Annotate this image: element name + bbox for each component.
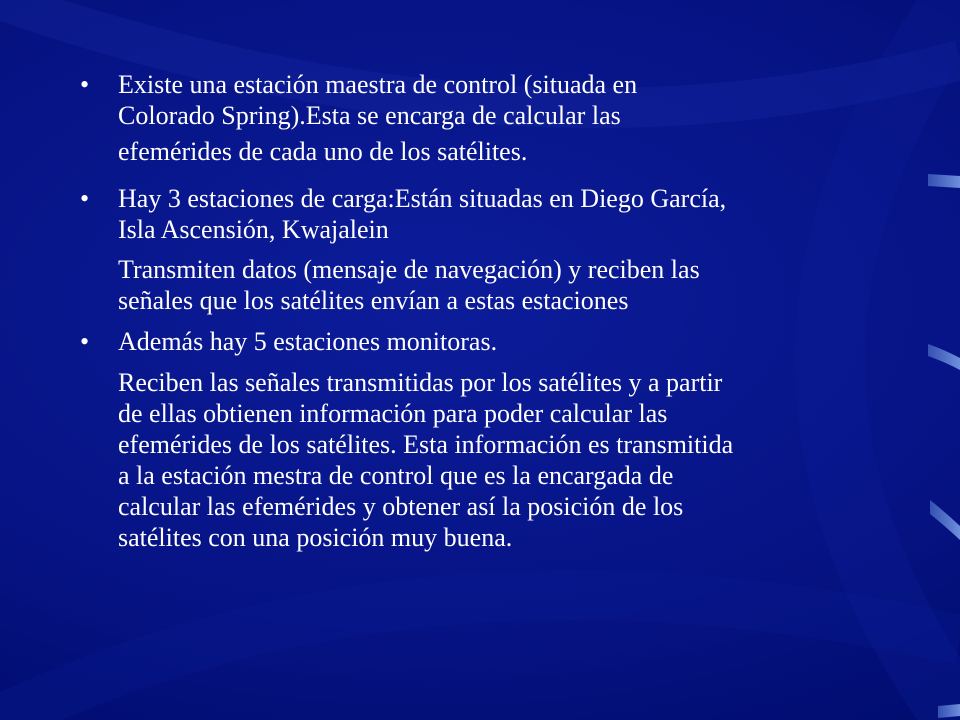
background-arc <box>0 595 960 720</box>
accent-stripe <box>928 174 960 188</box>
continuation-text-line: señales que los satélites envían a estas estaciones <box>118 286 629 315</box>
slide-body <box>80 69 910 553</box>
continuation-text-line: Transmiten datos (mensaje de navegación) y reciben las <box>118 255 700 284</box>
accent-stripe <box>928 344 960 370</box>
continuation-paragraph <box>80 136 910 167</box>
continuation-text-line: satélites con una posición muy buena. <box>118 523 513 552</box>
continuation-text-line: de ellas obtienen información para poder calcular las <box>118 399 668 428</box>
bullet-text-line: Existe una estación maestra de control (situada en <box>118 70 638 99</box>
bullet-text-line: Colorado Spring).Esta se encarga de calcular las <box>118 101 621 130</box>
bullet-text-line: Hay 3 estaciones de carga:Están situadas en Diego García, <box>118 184 727 213</box>
continuation-text-line: Reciben las señales transmitidas por los satélites y a partir <box>118 368 723 397</box>
continuation-paragraph <box>80 254 910 316</box>
bullet-text-line: Además hay 5 estaciones monitoras. <box>118 327 498 356</box>
continuation-text-line: efemérides de los satélites. Esta información es transmitida <box>118 430 734 459</box>
bullet-item <box>80 326 910 357</box>
bullet-glyph: • <box>80 184 90 213</box>
bullet-glyph: • <box>80 327 90 356</box>
continuation-text-line: a la estación mestra de control que es la encargada de <box>118 461 674 490</box>
bullet-text-line: Isla Ascensión, Kwajalein <box>118 215 389 244</box>
bullet-glyph: • <box>80 70 90 99</box>
bullet-item <box>80 69 910 131</box>
accent-stripe <box>930 500 960 540</box>
accent-stripe <box>938 704 960 718</box>
bullet-item <box>80 183 910 245</box>
continuation-text-line: efemérides de cada uno de los satélites. <box>118 137 528 166</box>
continuation-paragraph <box>80 367 910 553</box>
continuation-text-line: calcular las efemérides y obtener así la posición de los <box>118 492 684 521</box>
